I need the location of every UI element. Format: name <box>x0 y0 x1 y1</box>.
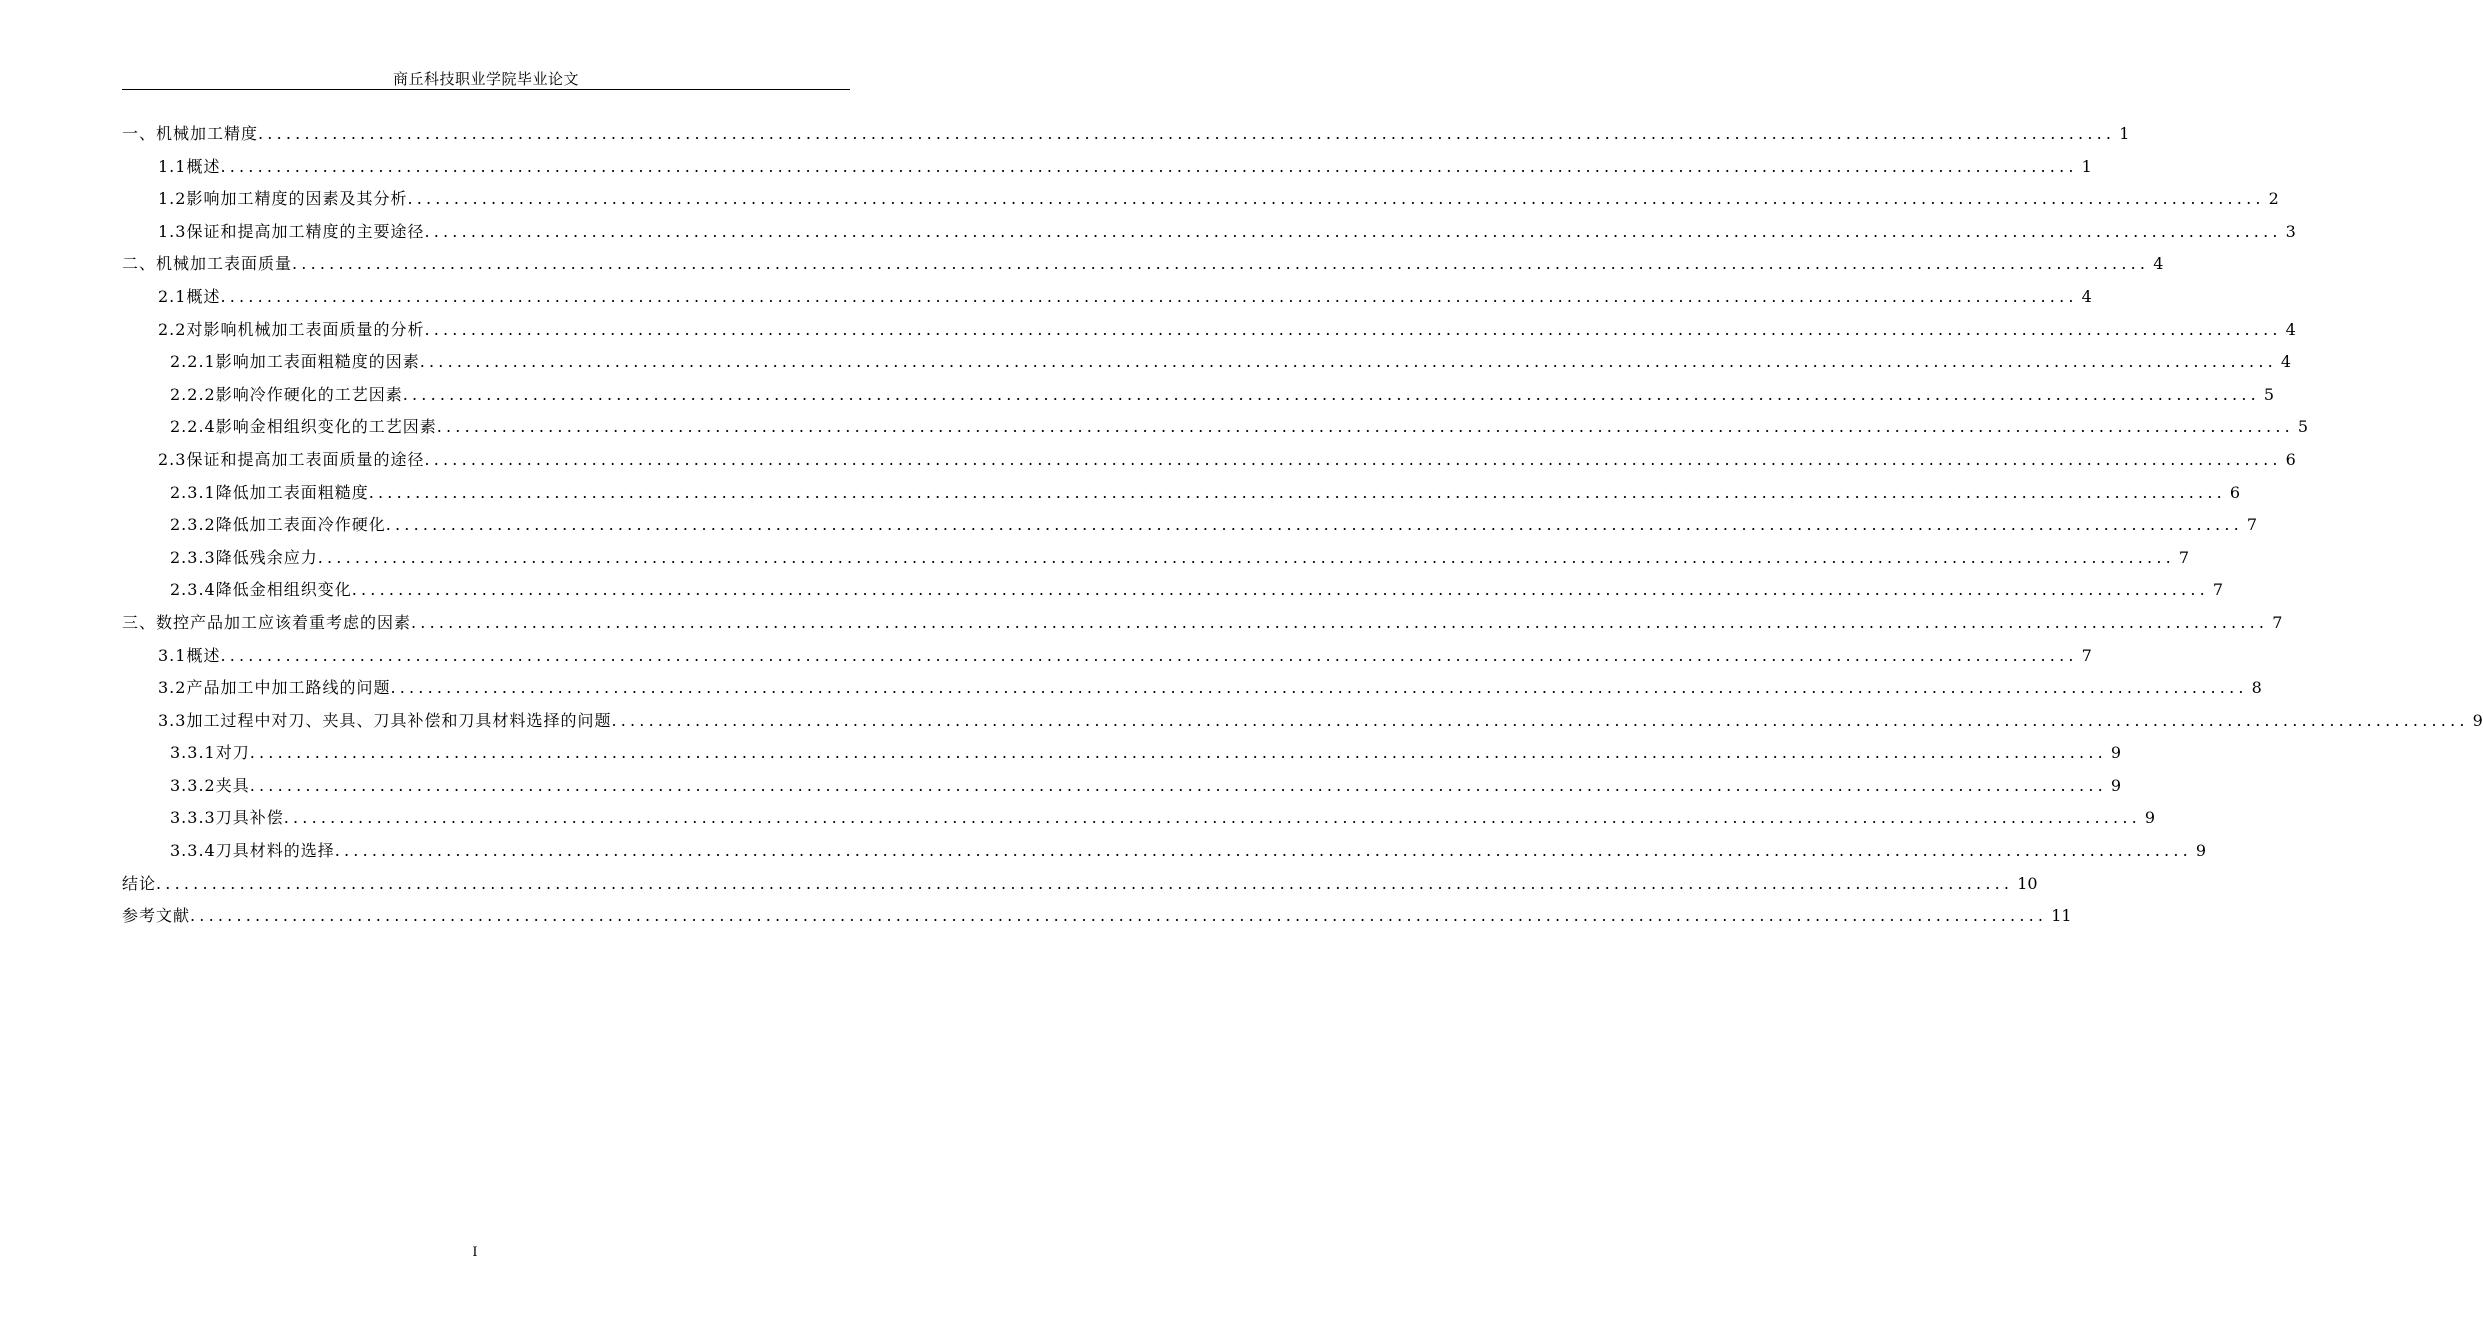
toc-leader-dots: ........................................................................................................................................................................................................ <box>411 612 2269 632</box>
toc-entry[interactable] <box>122 542 2190 575</box>
toc-entry-title: 3.1概述 <box>158 645 221 665</box>
toc-leader-dots: ........................................................................................................................................................................................................ <box>436 417 2294 437</box>
toc-entry-page: 1 <box>2081 156 2092 176</box>
toc-leader-dots: ........................................................................................................................................................................................................ <box>156 873 2014 893</box>
toc-entry[interactable] <box>122 248 2164 281</box>
toc-leader-dots: ........................................................................................................................................................................................................ <box>190 906 2048 926</box>
toc-entry[interactable] <box>122 509 2258 542</box>
toc-leader-dots: ........................................................................................................................................................................................................ <box>407 189 2265 209</box>
toc-entry[interactable] <box>122 737 2122 770</box>
toc-entry-title: 2.2对影响机械加工表面质量的分析 <box>158 319 425 339</box>
table-of-contents <box>122 118 2483 933</box>
toc-entry[interactable] <box>122 183 2279 216</box>
toc-entry[interactable] <box>122 314 2296 347</box>
toc-entry[interactable] <box>122 574 2224 607</box>
page-number: I <box>472 1245 478 1260</box>
toc-leader-dots: ........................................................................................................................................................................................................ <box>220 156 2078 176</box>
toc-entry-page: 9 <box>2144 808 2156 828</box>
toc-entry-page: 7 <box>2246 515 2258 535</box>
toc-entry[interactable] <box>122 835 2207 868</box>
toc-entry[interactable] <box>122 672 2262 705</box>
toc-entry-page: 9 <box>2195 841 2207 861</box>
toc-entry-title: 2.3.4降低金相组织变化 <box>170 580 352 600</box>
toc-entry-page: 4 <box>2280 352 2292 372</box>
toc-leader-dots: ........................................................................................................................................................................................................ <box>424 449 2282 469</box>
toc-entry-title: 3.2产品加工中加工路线的问题 <box>158 678 391 698</box>
toc-entry[interactable] <box>122 900 2072 933</box>
toc-entry-page: 4 <box>2285 319 2296 339</box>
page-header-title: 商丘科技职业学院毕业论文 <box>392 70 579 88</box>
header-divider <box>122 89 850 90</box>
toc-entry[interactable] <box>122 151 2092 184</box>
toc-leader-dots: ........................................................................................................................................................................................................ <box>292 254 2150 274</box>
toc-entry[interactable] <box>122 868 2038 901</box>
toc-leader-dots: ........................................................................................................................................................................................................ <box>249 775 2107 795</box>
toc-entry-page: 10 <box>2017 873 2038 893</box>
toc-leader-dots: ........................................................................................................................................................................................................ <box>249 743 2107 763</box>
toc-leader-dots: ........................................................................................................................................................................................................ <box>220 286 2078 306</box>
toc-entry-title: 三、数控产品加工应该着重考虑的因素 <box>122 612 412 632</box>
toc-entry-title: 3.3.3刀具补偿 <box>170 808 284 828</box>
toc-entry-page: 9 <box>2472 710 2483 730</box>
toc-entry-title: 3.3.2夹具 <box>170 775 250 795</box>
toc-entry-title: 2.2.2影响冷作硬化的工艺因素 <box>170 384 403 404</box>
toc-entry-page: 7 <box>2081 645 2092 665</box>
toc-leader-dots: ........................................................................................................................................................................................................ <box>424 221 2282 241</box>
toc-leader-dots: ........................................................................................................................................................................................................ <box>611 710 2469 730</box>
toc-leader-dots: ........................................................................................................................................................................................................ <box>283 808 2141 828</box>
toc-entry-page: 4 <box>2153 254 2164 274</box>
toc-entry-page: 7 <box>2178 547 2190 567</box>
toc-entry-title: 1.1概述 <box>158 156 221 176</box>
toc-entry[interactable] <box>122 444 2296 477</box>
toc-entry-page: 5 <box>2297 417 2309 437</box>
toc-leader-dots: ........................................................................................................................................................................................................ <box>317 547 2175 567</box>
toc-entry-page: 4 <box>2081 286 2092 306</box>
toc-entry-page: 9 <box>2110 743 2122 763</box>
toc-entry-page: 9 <box>2110 775 2122 795</box>
toc-entry-title: 2.3.3降低残余应力 <box>170 547 318 567</box>
toc-entry-page: 11 <box>2051 906 2072 926</box>
toc-entry[interactable] <box>122 770 2122 803</box>
toc-entry[interactable] <box>122 802 2156 835</box>
toc-entry-title: 参考文献 <box>122 906 191 926</box>
toc-entry-page: 6 <box>2229 482 2241 502</box>
toc-entry-page: 7 <box>2272 612 2283 632</box>
toc-entry-page: 1 <box>2119 124 2130 143</box>
toc-entry-title: 1.2影响加工精度的因素及其分析 <box>158 189 408 209</box>
toc-entry[interactable] <box>122 411 2309 444</box>
toc-entry[interactable] <box>122 216 2296 249</box>
toc-leader-dots: ........................................................................................................................................................................................................ <box>258 124 2116 143</box>
toc-entry[interactable] <box>122 118 2130 151</box>
toc-leader-dots: ........................................................................................................................................................................................................ <box>220 645 2078 665</box>
toc-entry-page: 6 <box>2285 449 2296 469</box>
toc-entry-page: 8 <box>2251 678 2262 698</box>
toc-entry-title: 1.3保证和提高加工精度的主要途径 <box>158 221 425 241</box>
toc-leader-dots: ........................................................................................................................................................................................................ <box>334 841 2192 861</box>
toc-entry-page: 2 <box>2268 189 2279 209</box>
toc-entry-title: 结论 <box>122 873 157 893</box>
toc-entry[interactable] <box>122 346 2292 379</box>
toc-leader-dots: ........................................................................................................................................................................................................ <box>385 515 2243 535</box>
toc-entry-title: 一、机械加工精度 <box>122 124 259 143</box>
toc-leader-dots: ........................................................................................................................................................................................................ <box>419 352 2277 372</box>
toc-entry-title: 二、机械加工表面质量 <box>122 254 293 274</box>
toc-leader-dots: ........................................................................................................................................................................................................ <box>424 319 2282 339</box>
toc-entry[interactable] <box>122 607 2283 640</box>
toc-entry-title: 2.3保证和提高加工表面质量的途径 <box>158 449 425 469</box>
toc-leader-dots: ........................................................................................................................................................................................................ <box>351 580 2209 600</box>
toc-entry[interactable] <box>122 477 2241 510</box>
toc-entry[interactable] <box>122 640 2092 673</box>
toc-entry-title: 3.3加工过程中对刀、夹具、刀具补偿和刀具材料选择的问题 <box>158 710 612 730</box>
toc-entry-page: 7 <box>2212 580 2224 600</box>
toc-entry-page: 5 <box>2263 384 2275 404</box>
toc-entry-title: 2.2.4影响金相组织变化的工艺因素 <box>170 417 437 437</box>
toc-entry-title: 2.3.1降低加工表面粗糙度 <box>170 482 369 502</box>
toc-entry-page: 3 <box>2285 221 2296 241</box>
toc-entry-title: 3.3.4刀具材料的选择 <box>170 841 335 861</box>
toc-entry-title: 2.3.2降低加工表面冷作硬化 <box>170 515 386 535</box>
toc-entry-title: 3.3.1对刀 <box>170 743 250 763</box>
toc-entry[interactable] <box>122 705 2483 738</box>
toc-entry-title: 2.2.1影响加工表面粗糙度的因素 <box>170 352 420 372</box>
toc-entry-title: 2.1概述 <box>158 286 221 306</box>
toc-leader-dots: ........................................................................................................................................................................................................ <box>390 678 2248 698</box>
toc-entry[interactable] <box>122 281 2092 314</box>
toc-leader-dots: ........................................................................................................................................................................................................ <box>368 482 2226 502</box>
toc-entry[interactable] <box>122 379 2275 412</box>
toc-leader-dots: ........................................................................................................................................................................................................ <box>402 384 2260 404</box>
